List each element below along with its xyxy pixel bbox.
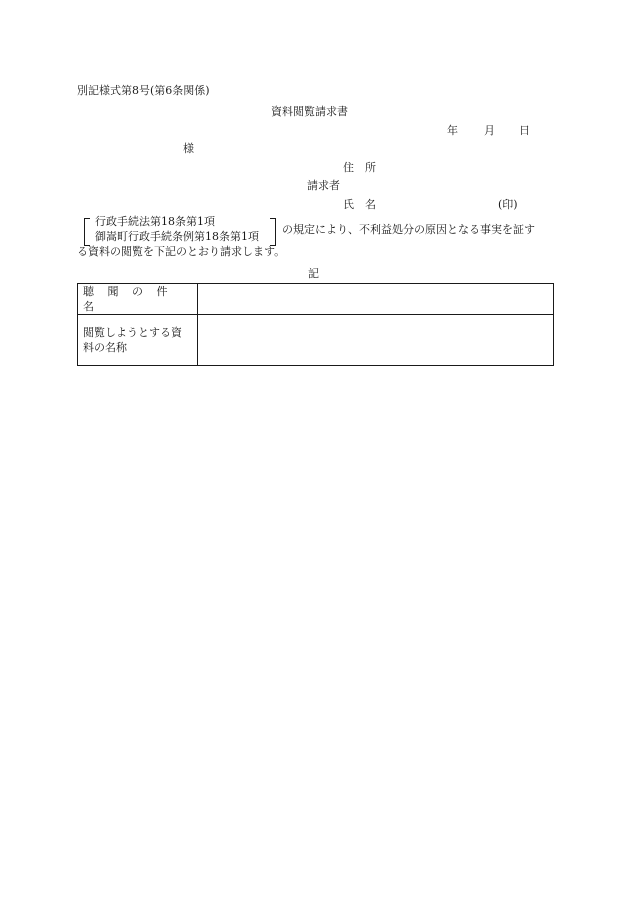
body-text-line-1: の規定により、不利益処分の原因となる事実を証す [282,223,535,236]
table-row [78,315,554,366]
hearing-subject-field[interactable] [198,284,554,315]
document-name-label [78,315,198,366]
law-line-1: 行政手続法第18条第1項 [95,215,215,228]
bracket-left [84,218,90,246]
form-title: 資料閲覧請求書 [271,105,348,118]
annex-label: 別記様式第8号(第6条関係) [77,84,210,97]
date-day: 日 [519,124,530,137]
date-year: 年 [447,124,458,137]
seal-label: (印) [498,198,518,211]
date-month: 月 [484,124,495,137]
addressee-suffix: 様 [183,142,194,155]
law-line-2: 御嵩町行政手続条例第18条第1項 [95,230,259,243]
table-row [78,284,554,315]
document-name-label-line-2: 料の名称 [83,341,127,354]
address-label: 住 所 [343,161,376,174]
bracket-right [270,218,276,246]
document-name-field[interactable] [198,315,554,366]
name-label: 氏 名 [343,198,376,211]
records-table [77,283,554,366]
body-text-line-2: る資料の閲覧を下記のとおり請求します。 [77,245,286,258]
document-name-label-line-1: 閲覧しようとする資 [83,326,182,339]
hearing-subject-label [78,284,198,315]
note-label: 記 [308,267,319,280]
hearing-subject-label-text: 聴 聞 の 件 名 [83,285,173,313]
requester-label: 請求者 [307,179,340,192]
